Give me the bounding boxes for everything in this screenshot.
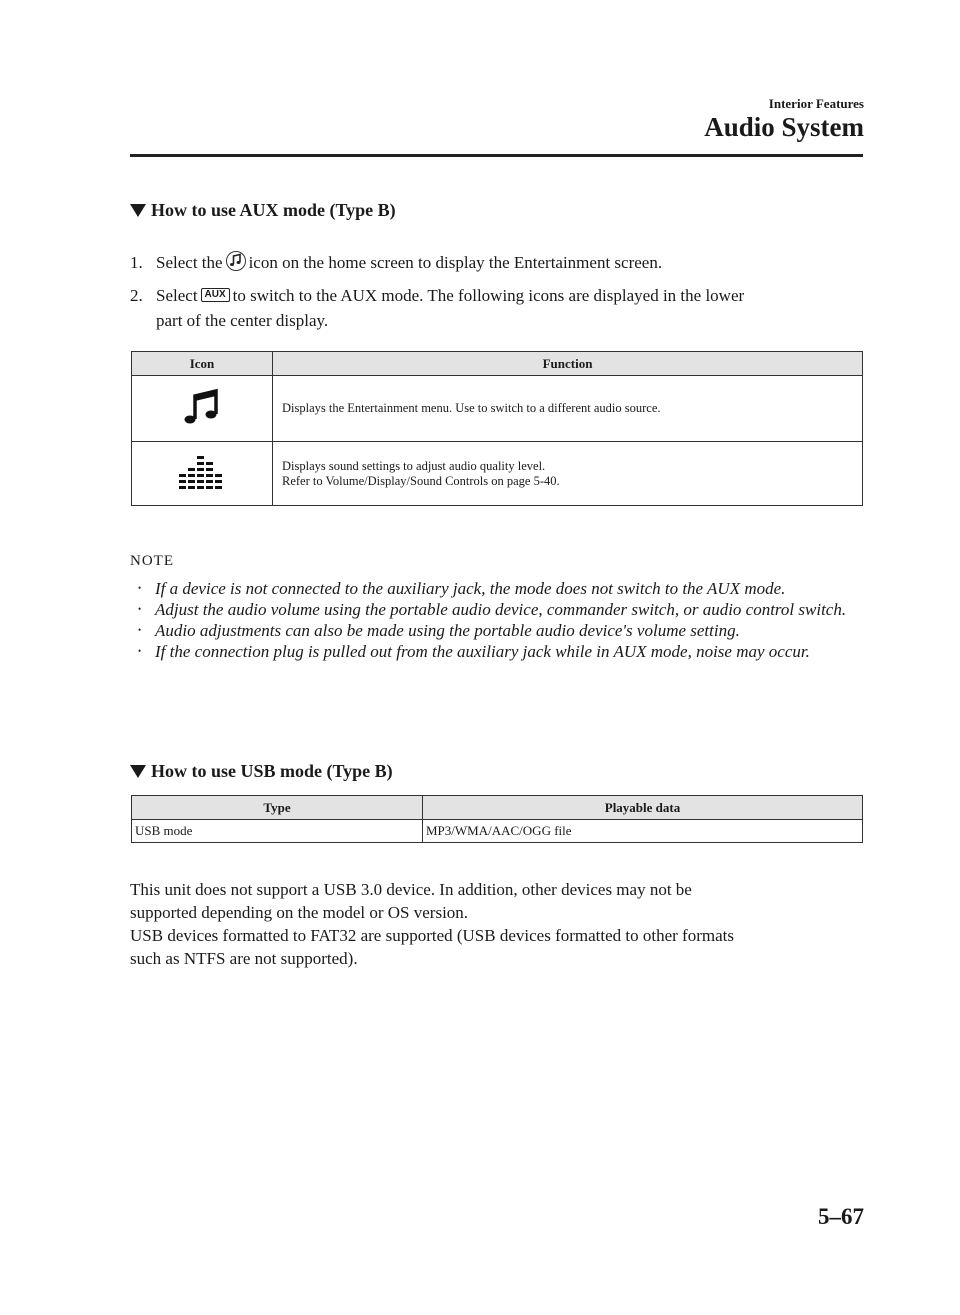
step-2-continuation: part of the center display. (156, 311, 329, 330)
header-rule (130, 154, 863, 157)
usb-heading-text: How to use USB mode (Type B) (151, 761, 393, 781)
table-cell-icon (132, 376, 273, 442)
note-title: NOTE (130, 553, 174, 569)
usb-heading (130, 761, 393, 782)
step-2-number: 2. (130, 286, 143, 305)
aux-heading-text: How to use AUX mode (Type B) (151, 200, 396, 220)
paragraph-line: such as NTFS are not supported). (130, 949, 358, 968)
page-title: Audio System (704, 112, 864, 142)
triangle-bullet-icon (130, 765, 146, 778)
section-label: Interior Features (768, 96, 864, 111)
table-row (132, 820, 863, 843)
music-note-icon (180, 418, 224, 432)
table-header-type: Type (132, 796, 423, 820)
note-item: • Audio adjustments can also be made using the portable audio device's volume setting. (130, 620, 870, 641)
table-cell-function (273, 376, 863, 442)
table-cell-type: USB mode (132, 820, 423, 843)
step-1 (130, 250, 870, 279)
note-list (130, 578, 870, 662)
table-header-function: Function (273, 352, 863, 376)
table-cell-icon (132, 442, 273, 506)
note-item: • Adjust the audio volume using the portable audio device, commander switch, or audio control switch. (130, 599, 870, 620)
function-line: Refer to Volume/Display/Sound Controls on page 5-40. (282, 473, 560, 488)
step-1-number: 1. (130, 253, 143, 272)
table-cell-function (273, 442, 863, 506)
usb-paragraph (130, 878, 870, 970)
paragraph-line: USB devices formatted to FAT32 are supported (USB devices formatted to other formats (130, 926, 734, 945)
table-row (132, 442, 863, 506)
aux-icon-table (131, 351, 863, 506)
function-line: Displays sound settings to adjust audio quality level. (282, 458, 546, 473)
note-item: • If a device is not connected to the auxiliary jack, the mode does not switch to the AUX mode. (130, 578, 870, 599)
step-2-text-before: Select (156, 286, 198, 305)
table-header-playable-data: Playable data (423, 796, 863, 820)
function-line: Displays the Entertainment menu. Use to switch to a different audio source. (282, 401, 661, 415)
step-1-text-after: icon on the home screen to display the Entertainment screen. (248, 253, 663, 272)
table-row (132, 376, 863, 442)
page-number: 5–67 (818, 1204, 864, 1229)
equalizer-icon (178, 483, 226, 497)
table-header-icon: Icon (132, 352, 273, 376)
step-2-text-after: to switch to the AUX mode. The following icons are displayed in the lower (232, 286, 745, 305)
step-2 (130, 283, 870, 333)
note-item: • If the connection plug is pulled out from the auxiliary jack while in AUX mode, noise may occur. (130, 641, 870, 662)
usb-table (131, 795, 863, 843)
triangle-bullet-icon (130, 204, 146, 217)
music-note-icon (226, 250, 246, 279)
step-1-text-before: Select the (156, 253, 223, 272)
aux-heading (130, 200, 396, 221)
aux-icon: AUX (201, 288, 230, 302)
paragraph-line: This unit does not support a USB 3.0 device. In addition, other devices may not be (130, 880, 692, 899)
table-cell-playable-data: MP3/WMA/AAC/OGG file (423, 820, 863, 843)
paragraph-line: supported depending on the model or OS version. (130, 903, 469, 922)
